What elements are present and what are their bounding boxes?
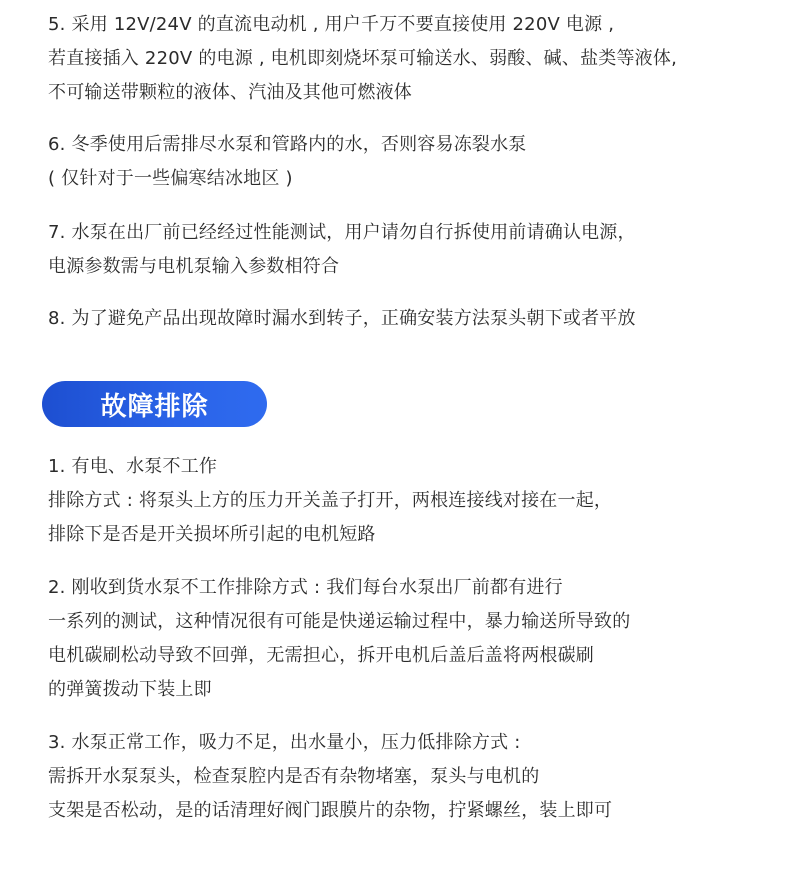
trouble-line: 2. 刚收到货水泵不工作排除方式 : 我们每台水泵出厂前都有进行 bbox=[48, 577, 563, 598]
note-6 bbox=[48, 128, 770, 196]
trouble-line: 3. 水泵正常工作，吸力不足，出水量小，压力低排除方式 : bbox=[48, 732, 521, 753]
section-heading-badge bbox=[42, 381, 267, 427]
note-line: 不可输送带颗粒的液体、汽油及其他可燃液体 bbox=[48, 82, 412, 103]
note-line: 8. 为了避免产品出现故障时漏水到转子，正确安装方法泵头朝下或者平放 bbox=[48, 308, 636, 329]
note-line: 5. 采用 12V/24V 的直流电动机 , 用户千万不要直接使用 220V 电源 , bbox=[48, 14, 615, 35]
trouble-1 bbox=[48, 450, 770, 552]
note-line: 6. 冬季使用后需排尽水泵和管路内的水，否则容易冻裂水泵 bbox=[48, 134, 527, 155]
trouble-line: 电机碳刷松动导致不回弹，无需担心，拆开电机后盖后盖将两根碳刷 bbox=[48, 645, 594, 666]
trouble-line: 排除下是否是开关损坏所引起的电机短路 bbox=[48, 524, 376, 545]
note-7 bbox=[48, 216, 770, 284]
note-5 bbox=[48, 8, 770, 110]
trouble-line: 一系列的测试，这种情况很有可能是快递运输过程中，暴力输送所导致的 bbox=[48, 611, 631, 632]
trouble-line: 排除方式 : 将泵头上方的压力开关盖子打开，两根连接线对接在一起， bbox=[48, 490, 613, 511]
note-line: ( 仅针对于一些偏寒结冰地区 ) bbox=[48, 168, 293, 189]
note-line: 7. 水泵在出厂前已经经过性能测试，用户请勿自行拆使用前请确认电源， bbox=[48, 222, 636, 243]
note-8 bbox=[48, 302, 770, 336]
trouble-line: 支架是否松动，是的话清理好阀门跟膜片的杂物，拧紧螺丝，装上即可 bbox=[48, 800, 613, 821]
trouble-line: 的弹簧拨动下装上即 bbox=[48, 679, 212, 700]
note-line: 电源参数需与电机泵输入参数相符合 bbox=[48, 256, 340, 277]
trouble-line: 1. 有电、水泵不工作 bbox=[48, 456, 218, 477]
note-line: 若直接插入 220V 的电源 , 电机即刻烧坏泵可输送水、弱酸、碱、盐类等液体, bbox=[48, 48, 677, 69]
trouble-2 bbox=[48, 571, 770, 707]
trouble-line: 需拆开水泵泵头，检查泵腔内是否有杂物堵塞，泵头与电机的 bbox=[48, 766, 540, 787]
section-heading: 故障排除 bbox=[100, 391, 209, 422]
trouble-3 bbox=[48, 726, 770, 828]
